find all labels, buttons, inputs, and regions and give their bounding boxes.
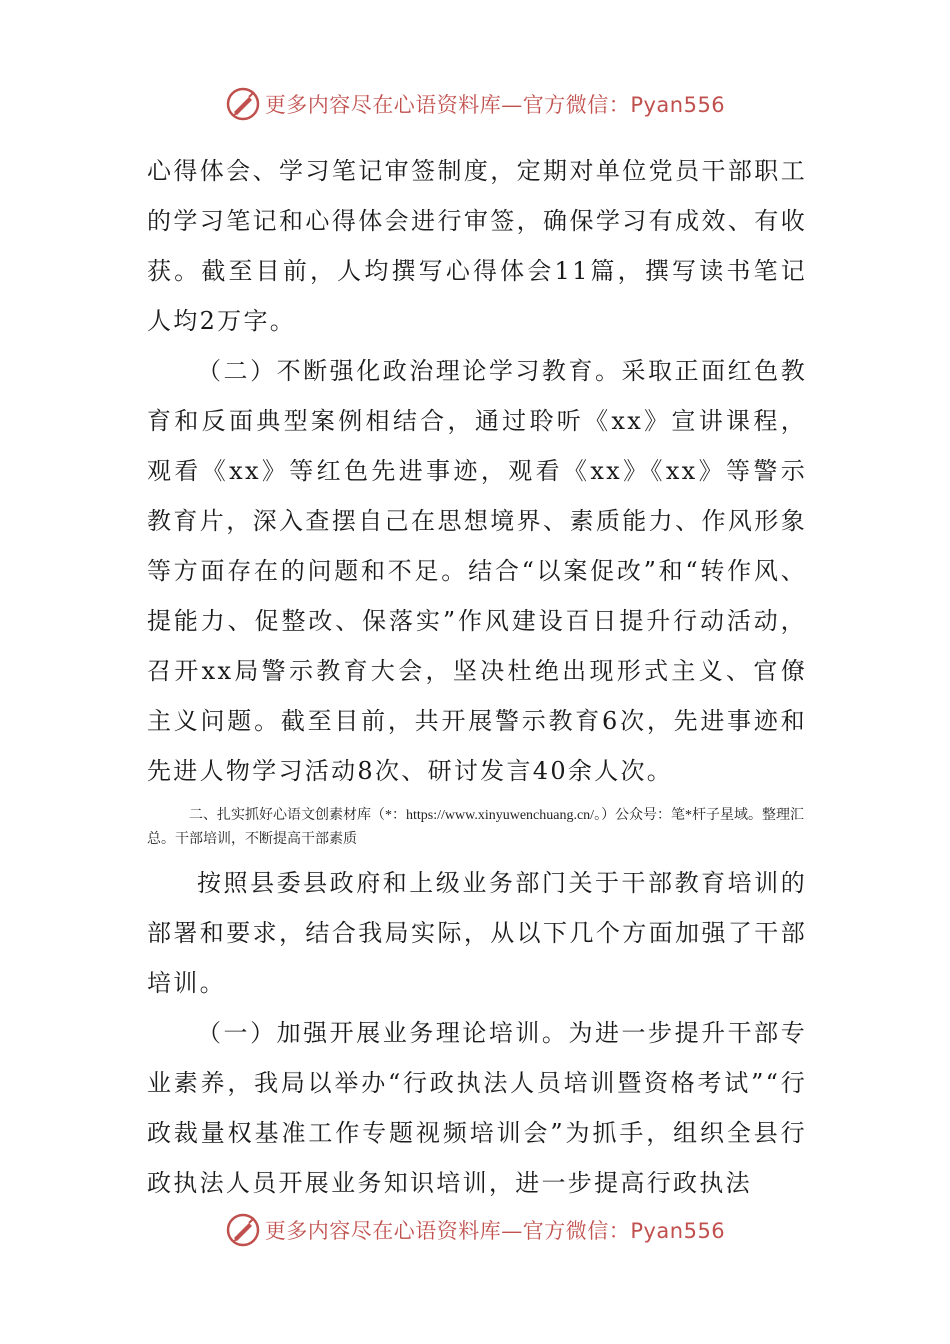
wechat-id: Pyan556 [630,93,726,117]
paragraph-1: 心得体会、学习笔记审签制度，定期对单位党员干部职工的学习笔记和心得体会进行审签，确保学习有成效、有收获。截至目前，人均撰写心得体会11篇，撰写读书笔记人均2万字。 [147,157,807,335]
section-heading-2: 二、扎实抓好心语文创素材库（*：https://www.xinyuwenchuang.cn/。）公众号：笔*杆子星域。整理汇总。干部培训，不断提高干部素质 [147,808,805,847]
paragraph-4: （一）加强开展业务理论培训。为进一步提升干部专业素养，我局以举办“行政执法人员培训暨资格考试”“行政裁量权基准工作专题视频培训会”为抓手，组织全县行政执法人员开展业务知识培训，进一步提高行政执法 [147,1019,807,1197]
document-body [147,146,807,1208]
pen-logo-icon [225,1212,261,1248]
paragraph-2: （二）不断强化政治理论学习教育。采取正面红色教育和反面典型案例相结合，通过聆听《xx》宣讲课程，观看《xx》等红色先进事迹，观看《xx》《xx》等警示教育片，深入查摆自己在思想境界、素质能力、作风形象等方面存在的问题和不足。结合“以案促改”和“转作风、提能力、促整改、保落实”作风建设百日提升行动活动，召开xx局警示教育大会，坚决杜绝出现形式主义、官僚主义问题。截至目前，共开展警示教育6次，先进事迹和先进人物学习活动8次、研讨发言40余人次。 [147,357,807,785]
banner-text: 更多内容尽在心语资料库—官方微信：Pyan556 [264,1219,726,1243]
header-banner [0,84,950,124]
wechat-id: Pyan556 [630,1219,726,1243]
footer-banner [0,1210,950,1250]
banner-text: 更多内容尽在心语资料库—官方微信：Pyan556 [264,93,726,117]
pen-logo-icon [225,86,261,122]
paragraph-3: 按照县委县政府和上级业务部门关于干部教育培训的部署和要求，结合我局实际，从以下几个方面加强了干部培训。 [147,869,807,997]
